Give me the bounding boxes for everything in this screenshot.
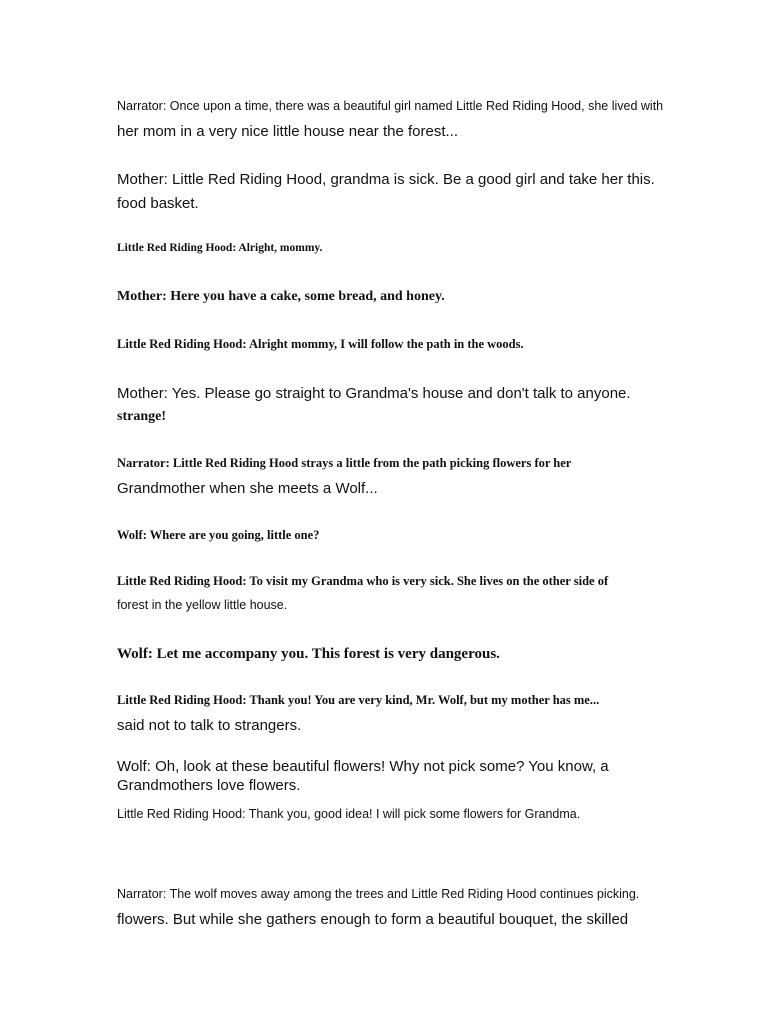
text-line: Narrator: Little Red Riding Hood strays a little from the path picking flowers for her [117,456,572,470]
text-line: forest in the yellow little house. [117,598,288,612]
text-line: Grandmothers love flowers. [117,777,301,794]
text-line: Little Red Riding Hood: Thank you! You are very kind, Mr. Wolf, but my mother has me... [117,693,600,707]
text-line: Wolf: Where are you going, little one? [117,528,320,542]
text-line: Grandmother when she meets a Wolf... [117,480,378,497]
text-line: strange! [117,409,166,424]
text-line: Little Red Riding Hood: Alright mommy, I will follow the path in the woods. [117,337,524,351]
text-line: Mother: Little Red Riding Hood, grandma is sick. Be a good girl and take her this. [117,171,655,188]
text-line: Narrator: The wolf moves away among the trees and Little Red Riding Hood continues picking. [117,887,640,901]
text-line: flowers. But while she gathers enough to form a beautiful bouquet, the skilled [117,911,629,928]
text-line: Little Red Riding Hood: Thank you, good idea! I will pick some flowers for Grandma. [117,807,581,821]
text-line: food basket. [117,195,199,212]
text-line: Little Red Riding Hood: To visit my Grandma who is very sick. She lives on the other side of [117,574,609,588]
text-line: her mom in a very nice little house near the forest... [117,123,458,140]
text-line: Little Red Riding Hood: Alright, mommy. [117,242,323,254]
text-line: Wolf: Let me accompany you. This forest is very dangerous. [117,646,500,662]
text-line: Narrator: Once upon a time, there was a beautiful girl named Little Red Riding Hood, she lived with [117,99,664,113]
text-line: Mother: Here you have a cake, some bread, and honey. [117,289,445,304]
text-line: Wolf: Oh, look at these beautiful flowers! Why not pick some? You know, a [117,758,609,775]
text-line: Mother: Yes. Please go straight to Grandma's house and don't talk to anyone. [117,385,631,402]
text-line: said not to talk to strangers. [117,717,302,734]
